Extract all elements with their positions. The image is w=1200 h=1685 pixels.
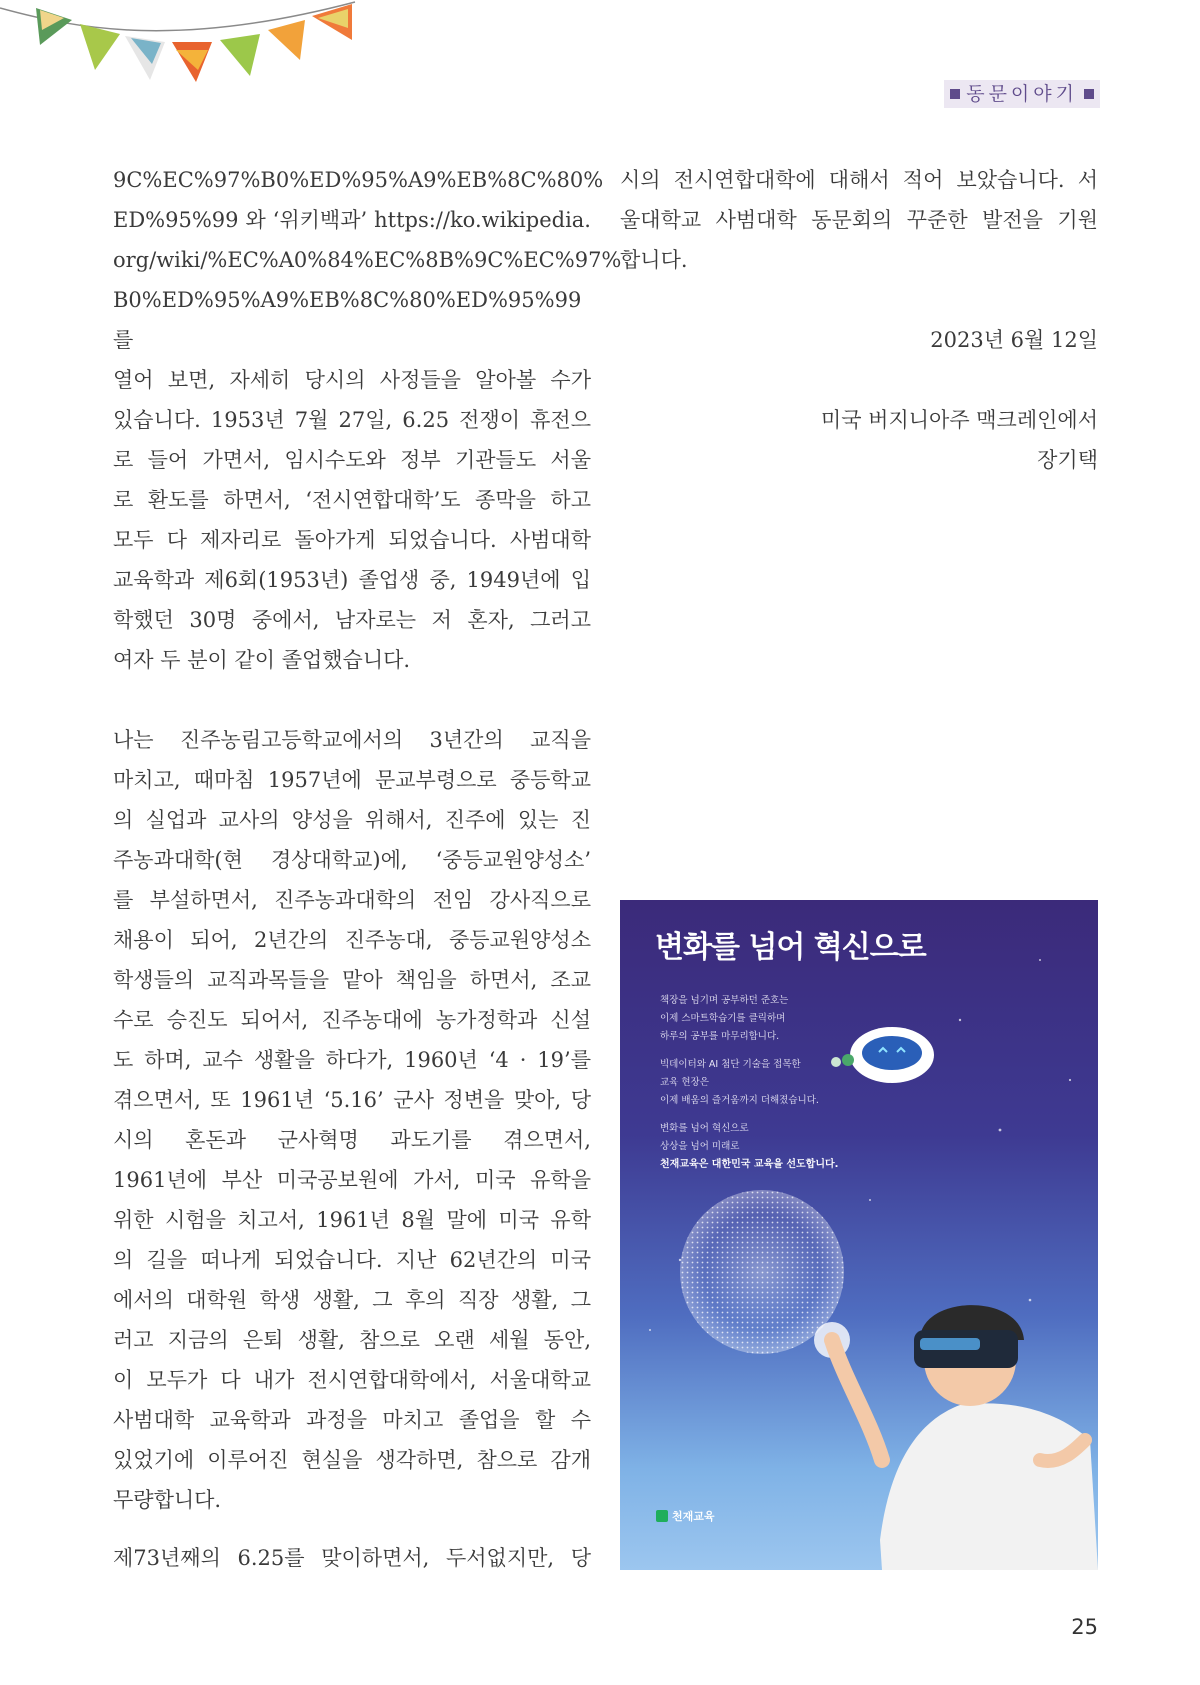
- bunting-flag: [220, 34, 260, 76]
- text-line: 울대학교 사범대학 동문회의 꾸준한 발전을 기원: [620, 208, 1098, 232]
- text-line: 의 길을 떠나게 되었습니다. 지난 62년간의 미국: [113, 1248, 591, 1272]
- ad-copy-line: 교육 현장은: [660, 1077, 709, 1088]
- text-line: 제73년째의 6.25를 맞이하면서, 두서없지만, 당: [113, 1546, 591, 1570]
- brand-mark-icon: [656, 1510, 668, 1522]
- square-bullet-icon: [1084, 89, 1094, 99]
- text-line: 주농과대학(현 경상대학교)에, ‘중등교원양성소’: [113, 848, 591, 872]
- ad-copy-line: 이제 스마트학습기를 클릭하며: [660, 1013, 786, 1024]
- text-line: B0%ED%95%A9%EB%8C%80%ED%95%99 를: [113, 288, 582, 352]
- ad-headline: 변화를 넘어 혁신으로: [655, 930, 926, 965]
- text-line: 무량합니다.: [113, 1488, 222, 1512]
- ad-copy-line: 빅데이터와 AI 첨단 기술을 접목한: [660, 1059, 801, 1070]
- text-line: 사범대학 교육학과 과정을 마치고 졸업을 할 수: [113, 1408, 591, 1432]
- text-line: 합니다.: [620, 248, 688, 272]
- text-line: 에서의 대학원 학생 생활, 그 후의 직장 생활, 그: [113, 1288, 591, 1312]
- text-line: 시의 전시연합대학에 대해서 적어 보았습니다. 서: [620, 168, 1098, 192]
- square-bullet-icon: [950, 89, 960, 99]
- text-line: 로 환도를 하면서, ‘전시연합대학’도 종막을 하고: [113, 488, 591, 512]
- paragraph-3: [113, 1538, 591, 1578]
- ad-copy-line: 이제 배움의 즐거움까지 더해졌습니다.: [660, 1095, 819, 1106]
- text-line: 도 하며, 교수 생활을 하다가, 1960년 ‘4 · 19’를: [113, 1048, 591, 1072]
- text-line: 로 들어 가면서, 임시수도와 정부 기관들도 서울: [113, 448, 591, 472]
- place-line: 미국 버지니아주 맥크레인에서: [820, 408, 1098, 432]
- text-line: 여자 두 분이 같이 졸업했습니다.: [113, 648, 411, 672]
- text-line: 마치고, 때마침 1957년에 문교부령으로 중등학교: [113, 768, 591, 792]
- text-line: 를 부설하면서, 진주농과대학의 전임 강사직으로: [113, 888, 591, 912]
- bunting-flag: [268, 20, 305, 60]
- ad-brand-logo: [656, 1508, 715, 1524]
- bunting-flag: [80, 24, 120, 70]
- paragraph-2: [113, 720, 591, 1520]
- ad-brand-name: 천재교육: [672, 1510, 715, 1523]
- text-line: 의 실업과 교사의 양성을 위해서, 진주에 있는 진: [113, 808, 591, 832]
- text-line: 수로 승진도 되어서, 진주농대에 농가정학과 신설: [113, 1008, 591, 1032]
- text-line: 있었기에 이루어진 현실을 생각하면, 참으로 감개: [113, 1448, 591, 1472]
- child-with-vr-headset: [832, 1305, 1098, 1570]
- text-line: 겪으면서, 또 1961년 ‘5.16’ 군사 정변을 맞아, 당: [113, 1088, 591, 1112]
- text-line: 학했던 30명 중에서, 남자로는 저 혼자, 그러고: [113, 608, 591, 632]
- left-column: [113, 160, 622, 1578]
- ad-copy: [660, 992, 900, 1174]
- paragraph-1: [113, 160, 622, 680]
- right-column: [620, 160, 1098, 480]
- bunting-decoration: [0, 0, 360, 95]
- text-line: 시의 혼돈과 군사혁명 과도기를 겪으면서,: [113, 1128, 591, 1152]
- text-line: 위한 시험을 치고서, 1961년 8월 말에 미국 유학: [113, 1208, 591, 1232]
- text-line: 모두 다 제자리로 돌아가게 되었습니다. 사범대학: [113, 528, 591, 552]
- section-tag: [944, 80, 1100, 108]
- text-line: 있습니다. 1953년 7월 27일, 6.25 전쟁이 휴전으: [113, 408, 591, 432]
- text-line: 교육학과 제6회(1953년) 졸업생 중, 1949년에 입: [113, 568, 591, 592]
- ad-tagline: 천재교육은 대한민국 교육을 선도합니다.: [660, 1159, 839, 1170]
- text-line: 채용이 되어, 2년간의 진주농대, 중등교원양성소: [113, 928, 591, 952]
- text-line: 1961년에 부산 미국공보원에 가서, 미국 유학을: [113, 1168, 591, 1192]
- date-line: 2023년 6월 12일: [930, 328, 1098, 352]
- ad-copy-line: 하루의 공부를 마무리합니다.: [660, 1031, 780, 1042]
- text-line: 나는 진주농림고등학교에서의 3년간의 교직을: [113, 728, 591, 752]
- text-line: ED%95%99 와 ‘위키백과’ https://ko.wikipedia.: [113, 208, 591, 232]
- text-line: org/wiki/%EC%A0%84%EC%8B%9C%EC%97%: [113, 248, 622, 272]
- page-number: 25: [1071, 1615, 1098, 1639]
- ad-copy-line: 상상을 넘어 미래로: [660, 1141, 740, 1152]
- ad-copy-line: 책장을 넘기며 공부하던 준호는: [660, 995, 789, 1006]
- text-line: 열어 보면, 자세히 당시의 사정들을 알아볼 수가: [113, 368, 591, 392]
- author-name: 장기택: [1037, 448, 1098, 472]
- text-line: 9C%EC%97%B0%ED%95%A9%EB%8C%80%: [113, 168, 604, 192]
- advertisement: [620, 900, 1098, 1570]
- closing-paragraph: [620, 160, 1098, 280]
- text-line: 이 모두가 다 내가 전시연합대학에서, 서울대학교: [113, 1368, 591, 1392]
- text-line: 학생들의 교직과목들을 맡아 책임을 하면서, 조교: [113, 968, 591, 992]
- ad-copy-line: 변화를 넘어 혁신으로: [660, 1123, 749, 1134]
- text-line: 러고 지금의 은퇴 생활, 참으로 오랜 세월 동안,: [113, 1328, 591, 1352]
- section-tag-label: 동문이야기: [966, 83, 1078, 105]
